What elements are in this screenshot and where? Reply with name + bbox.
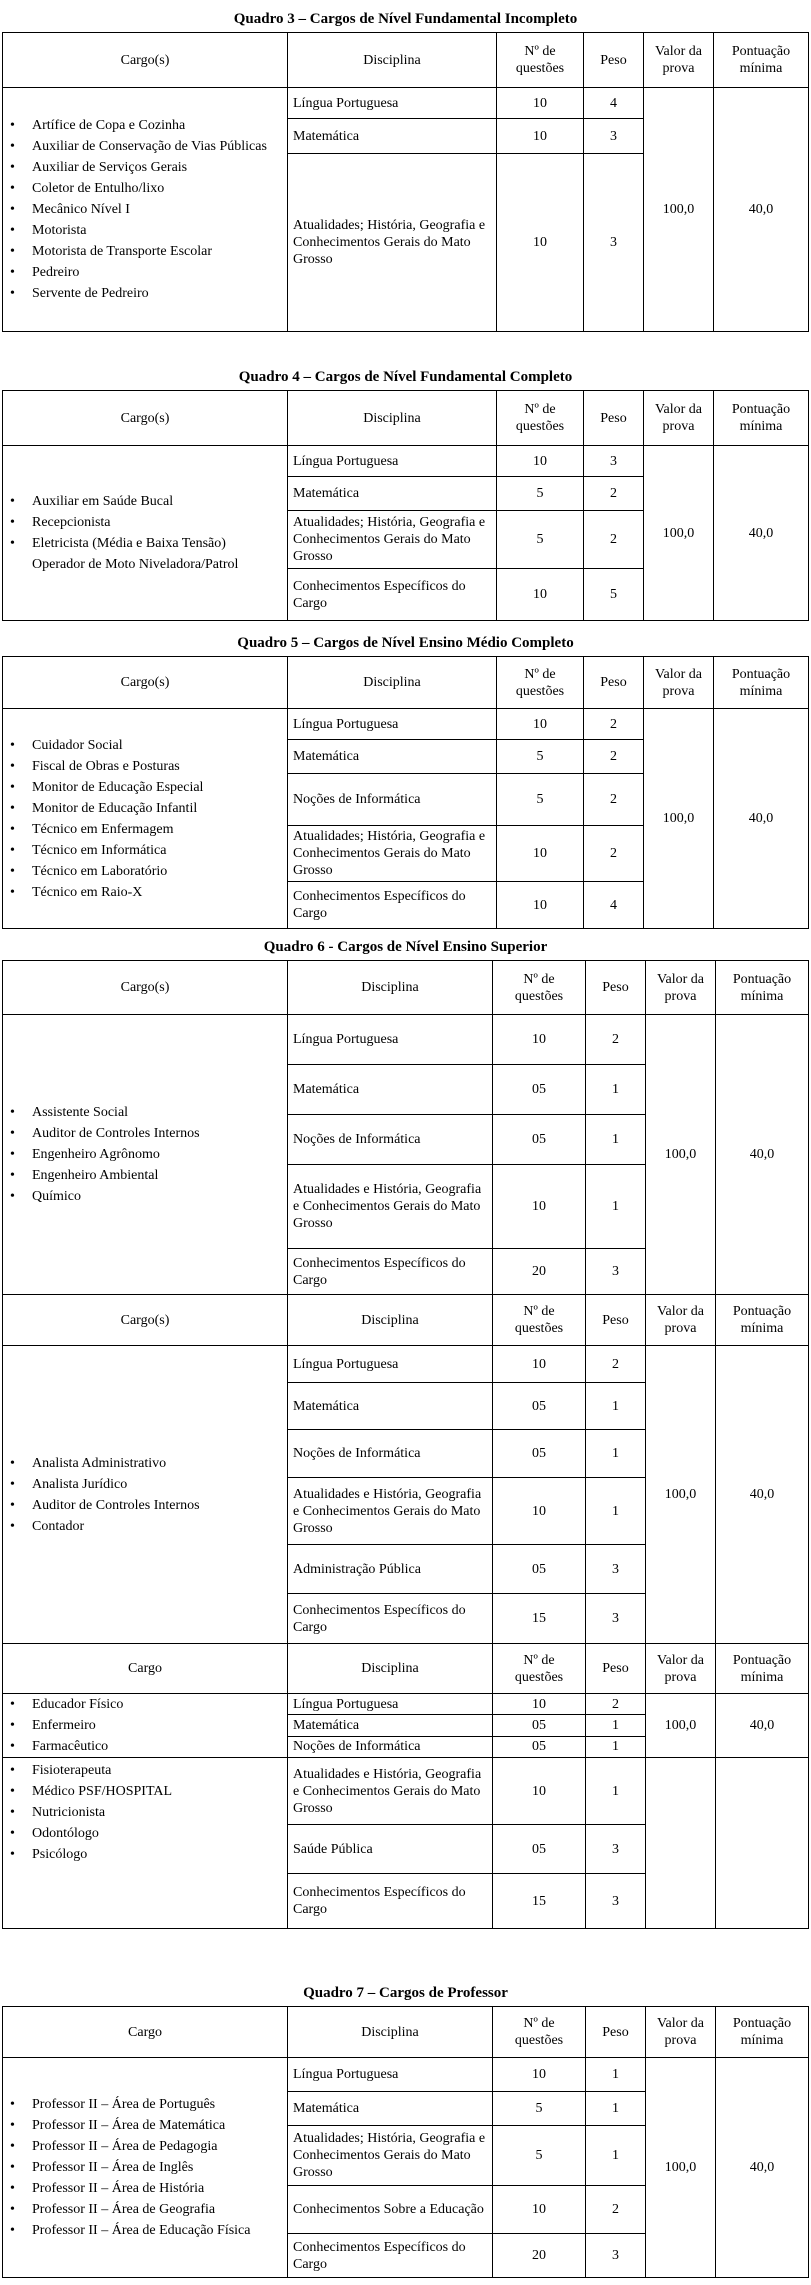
list-item: • Nutricionista (8, 1802, 282, 1823)
header-valor: Valor da prova (644, 391, 714, 446)
questoes-cell: 10 (497, 88, 584, 119)
table-row (3, 88, 809, 119)
valor-empty-cell (646, 1758, 716, 1929)
pontuacao-cell: 40,0 (714, 88, 809, 332)
header-disciplina: Disciplina (288, 1295, 493, 1346)
pontuacao-cell: 40,0 (716, 1694, 809, 1758)
questoes-cell: 10 (497, 154, 584, 332)
cargos-list (8, 1453, 282, 1537)
header-pontuacao: Pontuação mínima (714, 33, 809, 88)
peso-cell: 4 (584, 882, 644, 929)
valor-cell: 100,0 (646, 1015, 716, 1295)
disciplina-cell: Conhecimentos Específicos do Cargo (288, 569, 497, 621)
valor-cell: 100,0 (644, 709, 714, 929)
questoes-cell: 5 (497, 774, 584, 826)
peso-cell: 2 (586, 2186, 646, 2234)
header-peso: Peso (584, 33, 644, 88)
list-item: • Auxiliar de Serviços Gerais (8, 157, 282, 178)
cargos-list-cell (3, 1694, 288, 1758)
quadro-4-title: Quadro 4 – Cargos de Nível Fundamental Completo (238, 369, 573, 385)
questoes-cell: 20 (493, 1249, 586, 1295)
list-item: • Educador Físico (8, 1694, 282, 1715)
header-peso: Peso (584, 391, 644, 446)
questoes-cell: 5 (493, 2126, 586, 2186)
header-cargos: Cargo(s) (3, 391, 288, 446)
header-pontuacao: Pontuação mínima (716, 961, 809, 1015)
disciplina-cell: Conhecimentos Específicos do Cargo (288, 1594, 493, 1644)
cargos-list-cell (3, 2058, 288, 2278)
disciplina-cell: Atualidades e História, Geografia e Conhecimentos Gerais do Mato Grosso (288, 1758, 493, 1825)
header-disciplina: Disciplina (288, 391, 497, 446)
peso-cell: 3 (586, 1249, 646, 1295)
table-row (3, 446, 809, 477)
list-item: • Auxiliar de Conservação de Vias Públicas (8, 136, 282, 157)
table-header-row (3, 391, 809, 446)
questoes-cell: 10 (497, 569, 584, 621)
questoes-cell: 10 (497, 446, 584, 477)
table-row (3, 709, 809, 740)
questoes-cell: 05 (493, 1825, 586, 1874)
list-item: • Professor II – Área de Matemática (8, 2115, 282, 2136)
quadro-5-title: Quadro 5 – Cargos de Nível Ensino Médio Completo (237, 635, 574, 651)
disciplina-cell: Matemática (288, 1383, 493, 1430)
list-item: • Motorista (8, 220, 282, 241)
questoes-cell: 10 (497, 119, 584, 154)
questoes-cell: 10 (493, 1478, 586, 1545)
questoes-cell: 5 (497, 511, 584, 569)
questoes-cell: 10 (497, 882, 584, 929)
quadro-3-table (2, 32, 809, 332)
header-questoes: Nº de questões (493, 1644, 586, 1694)
header-valor: Valor da prova (646, 2007, 716, 2058)
list-item: • Enfermeiro (8, 1715, 282, 1736)
cargos-list-cell (3, 446, 288, 621)
questoes-cell: 10 (497, 826, 584, 882)
disciplina-cell: Língua Portuguesa (288, 88, 497, 119)
list-item: • Recepcionista (8, 512, 282, 533)
quadro-7-table (2, 2006, 809, 2278)
list-item: • Analista Jurídico (8, 1474, 282, 1495)
disciplina-cell: Atualidades; História, Geografia e Conhecimentos Gerais do Mato Grosso (288, 826, 497, 882)
table-row (3, 1346, 809, 1383)
peso-cell: 2 (584, 826, 644, 882)
questoes-cell: 05 (493, 1115, 586, 1165)
header-peso: Peso (586, 1295, 646, 1346)
list-item: • Auxiliar em Saúde Bucal (8, 491, 282, 512)
list-item: • Monitor de Educação Especial (8, 777, 282, 798)
disciplina-cell: Conhecimentos Específicos do Cargo (288, 1249, 493, 1295)
peso-cell: 3 (586, 1825, 646, 1874)
list-item: • Professor II – Área de Português (8, 2094, 282, 2115)
list-item: • Analista Administrativo (8, 1453, 282, 1474)
peso-cell: 2 (584, 740, 644, 774)
header-valor: Valor da prova (646, 961, 716, 1015)
list-item: • Eletricista (Média e Baixa Tensão) Operador de Moto Niveladora/Patrol (8, 533, 282, 575)
pontuacao-empty-cell (716, 1758, 809, 1929)
cargos-list (8, 491, 282, 575)
peso-cell: 1 (586, 1430, 646, 1478)
peso-cell: 1 (586, 1478, 646, 1545)
header-disciplina: Disciplina (288, 657, 497, 709)
disciplina-cell: Noções de Informática (288, 774, 497, 826)
disciplina-cell: Língua Portuguesa (288, 1694, 493, 1715)
disciplina-cell: Língua Portuguesa (288, 1346, 493, 1383)
list-item: • Técnico em Laboratório (8, 861, 282, 882)
questoes-cell: 10 (493, 1015, 586, 1065)
header-cargos: Cargo(s) (3, 1295, 288, 1346)
header-cargo: Cargo (3, 2007, 288, 2058)
pontuacao-cell: 40,0 (714, 446, 809, 621)
header-cargo: Cargo (3, 1644, 288, 1694)
list-item: • Auditor de Controles Internos (8, 1123, 282, 1144)
disciplina-cell: Noções de Informática (288, 1430, 493, 1478)
pontuacao-cell: 40,0 (716, 1015, 809, 1295)
disciplina-cell: Atualidades e História, Geografia e Conhecimentos Gerais do Mato Grosso (288, 1478, 493, 1545)
header-questoes: Nº de questões (493, 961, 586, 1015)
header-valor: Valor da prova (646, 1295, 716, 1346)
questoes-cell: 05 (493, 1736, 586, 1757)
header-valor: Valor da prova (646, 1644, 716, 1694)
questoes-cell: 10 (493, 2186, 586, 2234)
disciplina-cell: Conhecimentos Sobre a Educação (288, 2186, 493, 2234)
peso-cell: 2 (584, 477, 644, 511)
list-item: • Psicólogo (8, 1844, 282, 1865)
peso-cell: 2 (584, 774, 644, 826)
disciplina-cell: Noções de Informática (288, 1115, 493, 1165)
list-item: • Monitor de Educação Infantil (8, 798, 282, 819)
peso-cell: 1 (586, 1383, 646, 1430)
disciplina-cell: Saúde Pública (288, 1825, 493, 1874)
header-questoes: Nº de questões (493, 1295, 586, 1346)
questoes-cell: 15 (493, 1594, 586, 1644)
peso-cell: 1 (586, 2126, 646, 2186)
table-row (3, 2058, 809, 2092)
questoes-cell: 10 (497, 709, 584, 740)
pontuacao-cell: 40,0 (716, 1346, 809, 1644)
questoes-cell: 15 (493, 1874, 586, 1929)
header-pontuacao: Pontuação mínima (714, 657, 809, 709)
disciplina-cell: Língua Portuguesa (288, 446, 497, 477)
peso-cell: 3 (584, 446, 644, 477)
table-row (3, 1758, 809, 1825)
disciplina-cell: Língua Portuguesa (288, 709, 497, 740)
list-item: • Professor II – Área de Geografia (8, 2199, 282, 2220)
questoes-cell: 10 (493, 1694, 586, 1715)
header-peso: Peso (586, 2007, 646, 2058)
table-header-row (3, 657, 809, 709)
peso-cell: 3 (584, 119, 644, 154)
peso-cell: 4 (584, 88, 644, 119)
peso-cell: 1 (586, 1165, 646, 1249)
peso-cell: 3 (586, 1545, 646, 1594)
peso-cell: 5 (584, 569, 644, 621)
header-peso: Peso (586, 961, 646, 1015)
list-item: • Fisioterapeuta (8, 1760, 282, 1781)
disciplina-cell: Atualidades; História, Geografia e Conhecimentos Gerais do Mato Grosso (288, 154, 497, 332)
list-item: • Auditor de Controles Internos (8, 1495, 282, 1516)
questoes-cell: 05 (493, 1383, 586, 1430)
quadro-7-title: Quadro 7 – Cargos de Professor (303, 1985, 508, 2001)
peso-cell: 1 (586, 2092, 646, 2126)
header-pontuacao: Pontuação mínima (716, 1644, 809, 1694)
peso-cell: 3 (584, 154, 644, 332)
peso-cell: 1 (586, 1736, 646, 1757)
header-valor: Valor da prova (644, 657, 714, 709)
cargos-list-cell (3, 1346, 288, 1644)
header-questoes: Nº de questões (497, 33, 584, 88)
peso-cell: 1 (586, 1758, 646, 1825)
disciplina-cell: Matemática (288, 477, 497, 511)
list-item: • Motorista de Transporte Escolar (8, 241, 282, 262)
cargos-list (8, 735, 282, 903)
disciplina-cell: Conhecimentos Específicos do Cargo (288, 1874, 493, 1929)
cargos-list (8, 1694, 282, 1757)
disciplina-cell: Matemática (288, 740, 497, 774)
list-item: • Servente de Pedreiro (8, 283, 282, 304)
cargos-list-cell (3, 1758, 288, 1929)
cargos-list (8, 1102, 282, 1207)
cargos-list-cell (3, 709, 288, 929)
header-disciplina: Disciplina (288, 33, 497, 88)
list-item: • Pedreiro (8, 262, 282, 283)
disciplina-cell: Noções de Informática (288, 1736, 493, 1757)
questoes-cell: 05 (493, 1715, 586, 1736)
questoes-cell: 10 (493, 1758, 586, 1825)
disciplina-cell: Matemática (288, 1715, 493, 1736)
header-questoes: Nº de questões (493, 2007, 586, 2058)
table-header-row (3, 1644, 809, 1694)
list-item: • Fiscal de Obras e Posturas (8, 756, 282, 777)
questoes-cell: 05 (493, 1545, 586, 1594)
peso-cell: 1 (586, 1715, 646, 1736)
valor-cell: 100,0 (646, 1346, 716, 1644)
pontuacao-cell: 40,0 (714, 709, 809, 929)
list-item: • Engenheiro Ambiental (8, 1165, 282, 1186)
cargos-list (8, 2094, 282, 2241)
table-row (3, 1694, 809, 1715)
cargos-list-cell (3, 1015, 288, 1295)
header-cargos: Cargo(s) (3, 33, 288, 88)
questoes-cell: 10 (493, 1165, 586, 1249)
questoes-cell: 10 (493, 2058, 586, 2092)
disciplina-cell: Atualidades e História, Geografia e Conhecimentos Gerais do Mato Grosso (288, 1165, 493, 1249)
pontuacao-cell: 40,0 (716, 2058, 809, 2278)
peso-cell: 3 (586, 2234, 646, 2278)
valor-cell: 100,0 (644, 88, 714, 332)
peso-cell: 2 (584, 709, 644, 740)
disciplina-cell: Conhecimentos Específicos do Cargo (288, 882, 497, 929)
table-header-row (3, 1295, 809, 1346)
peso-cell: 1 (586, 2058, 646, 2092)
questoes-cell: 20 (493, 2234, 586, 2278)
disciplina-cell: Língua Portuguesa (288, 2058, 493, 2092)
list-item: • Técnico em Informática (8, 840, 282, 861)
disciplina-cell: Atualidades; História, Geografia e Conhecimentos Gerais do Mato Grosso (288, 511, 497, 569)
list-item: • Cuidador Social (8, 735, 282, 756)
disciplina-cell: Conhecimentos Específicos do Cargo (288, 2234, 493, 2278)
peso-cell: 1 (586, 1115, 646, 1165)
disciplina-cell: Língua Portuguesa (288, 1015, 493, 1065)
disciplina-cell: Matemática (288, 2092, 493, 2126)
table-header-row (3, 33, 809, 88)
header-cargos: Cargo(s) (3, 961, 288, 1015)
quadro-5-table (2, 656, 809, 929)
questoes-cell: 10 (493, 1346, 586, 1383)
quadro-4-table (2, 390, 809, 621)
list-item: • Professor II – Área de História (8, 2178, 282, 2199)
questoes-cell: 5 (497, 740, 584, 774)
table-header-row (3, 2007, 809, 2058)
list-item: • Professor II – Área de Educação Física (8, 2220, 282, 2241)
list-item: • Químico (8, 1186, 282, 1207)
quadro-6-title: Quadro 6 - Cargos de Nível Ensino Superior (263, 939, 548, 955)
list-item: • Farmacêutico (8, 1736, 282, 1757)
header-cargos: Cargo(s) (3, 657, 288, 709)
peso-cell: 2 (586, 1346, 646, 1383)
cargos-list (8, 115, 282, 304)
valor-cell: 100,0 (644, 446, 714, 621)
header-disciplina: Disciplina (288, 2007, 493, 2058)
header-valor: Valor da prova (644, 33, 714, 88)
peso-cell: 2 (586, 1694, 646, 1715)
table-row (3, 1015, 809, 1065)
table-header-row (3, 961, 809, 1015)
disciplina-cell: Matemática (288, 1065, 493, 1115)
quadro-6-table (2, 960, 809, 1929)
questoes-cell: 5 (493, 2092, 586, 2126)
list-item: • Mecânico Nível I (8, 199, 282, 220)
list-item: • Contador (8, 1516, 282, 1537)
header-disciplina: Disciplina (288, 961, 493, 1015)
valor-cell: 100,0 (646, 1694, 716, 1758)
list-item: • Professor II – Área de Pedagogia (8, 2136, 282, 2157)
peso-cell: 2 (586, 1015, 646, 1065)
list-item: • Técnico em Raio-X (8, 882, 282, 903)
questoes-cell: 05 (493, 1065, 586, 1115)
questoes-cell: 5 (497, 477, 584, 511)
header-pontuacao: Pontuação mínima (716, 1295, 809, 1346)
list-item: • Médico PSF/HOSPITAL (8, 1781, 282, 1802)
list-item: • Coletor de Entulho/lixo (8, 178, 282, 199)
header-disciplina: Disciplina (288, 1644, 493, 1694)
list-item: • Professor II – Área de Inglês (8, 2157, 282, 2178)
disciplina-cell: Atualidades; História, Geografia e Conhecimentos Gerais do Mato Grosso (288, 2126, 493, 2186)
list-item: • Odontólogo (8, 1823, 282, 1844)
header-pontuacao: Pontuação mínima (714, 391, 809, 446)
peso-cell: 2 (584, 511, 644, 569)
peso-cell: 3 (586, 1874, 646, 1929)
questoes-cell: 05 (493, 1430, 586, 1478)
disciplina-cell: Administração Pública (288, 1545, 493, 1594)
cargos-list-cell (3, 88, 288, 332)
disciplina-cell: Matemática (288, 119, 497, 154)
header-questoes: Nº de questões (497, 657, 584, 709)
header-peso: Peso (586, 1644, 646, 1694)
list-item: • Artífice de Copa e Cozinha (8, 115, 282, 136)
quadro-3-title: Quadro 3 – Cargos de Nível Fundamental Incompleto (233, 11, 578, 27)
header-questoes: Nº de questões (497, 391, 584, 446)
header-peso: Peso (584, 657, 644, 709)
valor-cell: 100,0 (646, 2058, 716, 2278)
peso-cell: 1 (586, 1065, 646, 1115)
cargos-list (8, 1760, 282, 1865)
peso-cell: 3 (586, 1594, 646, 1644)
list-item: • Técnico em Enfermagem (8, 819, 282, 840)
list-item: • Assistente Social (8, 1102, 282, 1123)
header-pontuacao: Pontuação mínima (716, 2007, 809, 2058)
list-item: • Engenheiro Agrônomo (8, 1144, 282, 1165)
